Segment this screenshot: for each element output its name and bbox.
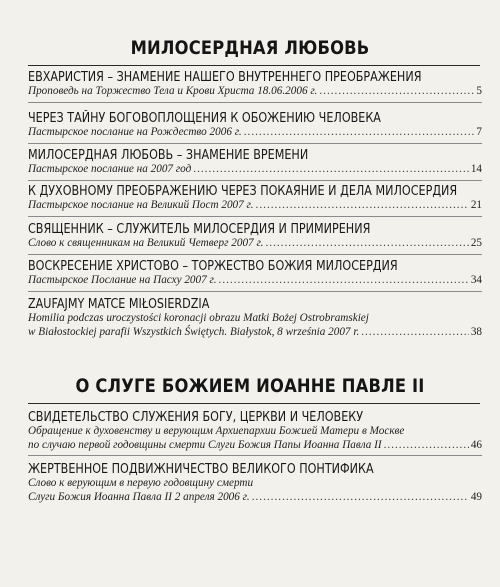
entry-subtitle: Пастырское послание на Рождество 2006 г. <box>28 126 242 138</box>
entry-subtitle: Обращение к духовенству и верующим Архиепархии Божией Матери в Москве <box>28 425 405 437</box>
entry-subtitle-line <box>28 237 482 251</box>
page-number: 38 <box>470 325 482 338</box>
dot-leader <box>193 163 469 177</box>
entry-subtitle-line <box>28 85 482 99</box>
dot-leader <box>265 237 468 251</box>
section-title-john-paul-ii: О СЛУГЕ БОЖИЕМ ИОАННЕ ПАВЛЕ II <box>75 375 425 397</box>
toc-entry[interactable] <box>28 462 482 504</box>
section-rule <box>28 403 480 404</box>
entry-subtitle-line <box>28 326 482 340</box>
dot-leader <box>319 85 474 99</box>
page-number: 49 <box>470 490 482 503</box>
toc-entry[interactable] <box>28 70 482 103</box>
entry-subtitle-line <box>28 312 482 326</box>
entry-subtitle: Пастырское Послание на Пасху 2007 г. <box>28 274 217 286</box>
toc-entry[interactable] <box>28 259 482 292</box>
entry-subtitle: Слуги Божия Иоанна Павла II 2 апреля 2006 г. <box>28 490 250 503</box>
section-title-merciful-love: МИЛОСЕРДНАЯ ЛЮБОВЬ <box>130 37 370 59</box>
entry-subtitle: Пастырское послание на Великий Пост 2007 г. <box>28 199 254 211</box>
page-number: 34 <box>470 274 482 286</box>
entry-title: ZAUFAJMY MATCE MIŁOSIERDZIA <box>28 297 210 312</box>
toc-entry[interactable] <box>28 184 482 217</box>
dot-leader <box>256 199 469 213</box>
dot-leader <box>219 274 469 288</box>
entry-subtitle-line <box>28 425 482 439</box>
entry-rule <box>28 254 482 255</box>
entry-subtitle-line <box>28 199 482 213</box>
entry-subtitle: Слово к верующим в первую годовщину смерти <box>28 477 254 489</box>
entry-rule <box>28 291 482 292</box>
entry-subtitle: по случаю первой годовщины смерти Слуги Божия Папы Иоанна Павла II <box>28 438 382 451</box>
page-number: 7 <box>476 126 482 138</box>
entry-title: ВОСКРЕСЕНИЕ ХРИСТОВО – ТОРЖЕСТВО БОЖИЯ МИЛОСЕРДИЯ <box>28 259 398 274</box>
entry-title: ЖЕРТВЕННОЕ ПОДВИЖНИЧЕСТВО ВЕЛИКОГО ПОНТИФИКА <box>28 462 374 477</box>
entry-rule <box>28 143 482 144</box>
entry-subtitle: w Białostockiej parafii Wszystkich Świętych. Białystok, 8 września 2007 r. <box>28 325 360 338</box>
page-number: 14 <box>470 163 482 175</box>
entry-subtitle-line <box>28 163 482 177</box>
dot-leader <box>361 326 469 340</box>
dot-leader <box>252 491 469 505</box>
entry-title: СВЯЩЕННИК – СЛУЖИТЕЛЬ МИЛОСЕРДИЯ И ПРИМИРЕНИЯ <box>28 222 371 237</box>
entry-title: СВИДЕТЕЛЬСТВО СЛУЖЕНИЯ БОГУ, ЦЕРКВИ И ЧЕЛОВЕКУ <box>28 410 364 425</box>
page-number: 5 <box>476 85 482 97</box>
toc-entry[interactable] <box>28 410 482 456</box>
page-number: 46 <box>470 438 482 451</box>
toc-entry[interactable] <box>28 222 482 255</box>
entry-subtitle-line <box>28 439 482 453</box>
page-number: 25 <box>470 237 482 249</box>
entry-title: МИЛОСЕРДНАЯ ЛЮБОВЬ – ЗНАМЕНИЕ ВРЕМЕНИ <box>28 148 309 163</box>
entry-subtitle-line <box>28 274 482 288</box>
page-number: 21 <box>470 199 482 211</box>
dot-leader <box>384 439 469 453</box>
section-rule <box>28 65 480 66</box>
entry-title: ЧЕРЕЗ ТАЙНУ БОГОВОПЛОЩЕНИЯ К ОБОЖЕНИЮ ЧЕЛОВЕКА <box>28 111 381 126</box>
entry-rule <box>28 102 482 103</box>
entry-subtitle: Проповедь на Торжество Тела и Крови Христа 18.06.2006 г. <box>28 85 318 97</box>
entry-subtitle: Пастырское послание на 2007 год <box>28 163 192 175</box>
entry-subtitle: Homilia podczas uroczystości koronacji obrazu Matki Bożej Ostrobramskiej <box>28 312 369 324</box>
toc-entry[interactable] <box>28 297 482 339</box>
entry-rule <box>28 216 482 217</box>
entry-subtitle: Слово к священникам на Великий Четверг 2007 г. <box>28 237 264 249</box>
toc-entry[interactable] <box>28 111 482 144</box>
entry-subtitle-line <box>28 491 482 505</box>
toc-entry[interactable] <box>28 148 482 181</box>
entry-subtitle-line <box>28 477 482 491</box>
dot-leader <box>244 126 475 140</box>
entry-title: ЕВХАРИСТИЯ – ЗНАМЕНИЕ НАШЕГО ВНУТРЕННЕГО ПРЕОБРАЖЕНИЯ <box>28 70 422 85</box>
entry-title: К ДУХОВНОМУ ПРЕОБРАЖЕНИЮ ЧЕРЕЗ ПОКАЯНИЕ И ДЕЛА МИЛОСЕРДИЯ <box>28 184 458 199</box>
entry-rule <box>28 180 482 181</box>
entry-subtitle-line <box>28 126 482 140</box>
entry-rule <box>28 455 482 456</box>
